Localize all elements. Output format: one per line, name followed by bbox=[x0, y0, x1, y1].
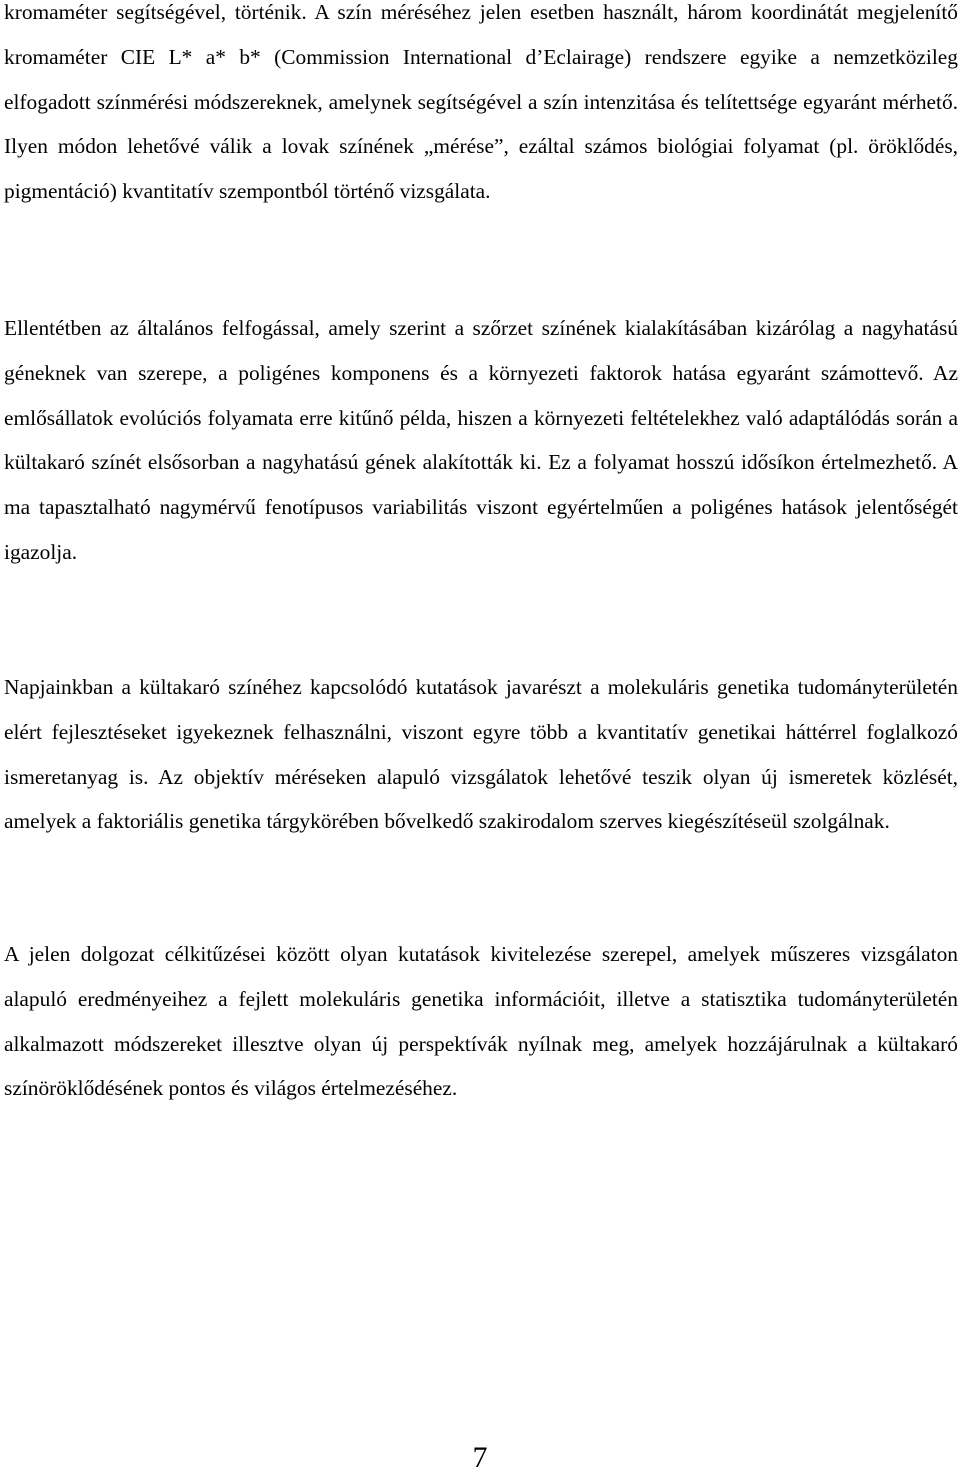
paragraph-1: kromaméter segítségével, történik. A szín méréséhez jelen esetben használt, három koordinátát megjelenítő kromaméter CIE L* a* b* (Commission International d’Eclairage) rendszere egyike a nemzetközileg elfogadott színmérési módszereknek, amelynek segítségével a szín intenzitása és telítettsége egyaránt mérhető. Ilyen módon lehetővé válik a lovak színének „mérése”, ezáltal számos biológiai folyamat (pl. öröklődés, pigmentáció) kvantitatív szempontból történő vizsgálata. bbox=[4, 0, 958, 204]
paragraph-3: Napjainkban a kültakaró színéhez kapcsolódó kutatások javarészt a molekuláris genetika tudományterületén elért fejlesztéseket igyekeznek felhasználni, viszont egyre több a kvantitatív genetikai háttérrel foglalkozó ismeretanyag is. Az objektív méréseken alapuló vizsgálatok lehetővé teszik olyan új ismeretek közlését, amelyek a faktoriális genetika tárgykörében bővelkedő szakirodalom szerves kiegészítéseül szolgálnak. bbox=[4, 675, 958, 834]
page-number: 7 bbox=[472, 1441, 488, 1474]
paragraph-2: Ellentétben az általános felfogással, amely szerint a szőrzet színének kialakításában kizárólag a nagyhatású géneknek van szerepe, a poligénes komponens és a környezeti faktorok hatása egyaránt számottevő. Az emlősállatok evolúciós folyamata erre kitűnő példa, hiszen a környezeti feltételekhez való adaptálódás során a kültakaró színét elsősorban a nagyhatású gének alakították ki. Ez a folyamat hosszú idősíkon értelmezhető. A ma tapasztalható nagymérvű fenotípusos variabilitás viszont egyértelműen a poligénes hatások jelentőségét igazolja. bbox=[4, 316, 958, 564]
paragraph-4: A jelen dolgozat célkitűzései között olyan kutatások kivitelezése szerepel, amelyek műszeres vizsgálaton alapuló eredményeihez a fejlett molekuláris genetika információit, illetve a statisztika tudományterületén alkalmazott módszereket illesztve olyan új perspektívák nyílnak meg, amelyek hozzájárulnak a kültakaró színöröklődésének pontos és világos értelmezéséhez. bbox=[4, 942, 958, 1101]
